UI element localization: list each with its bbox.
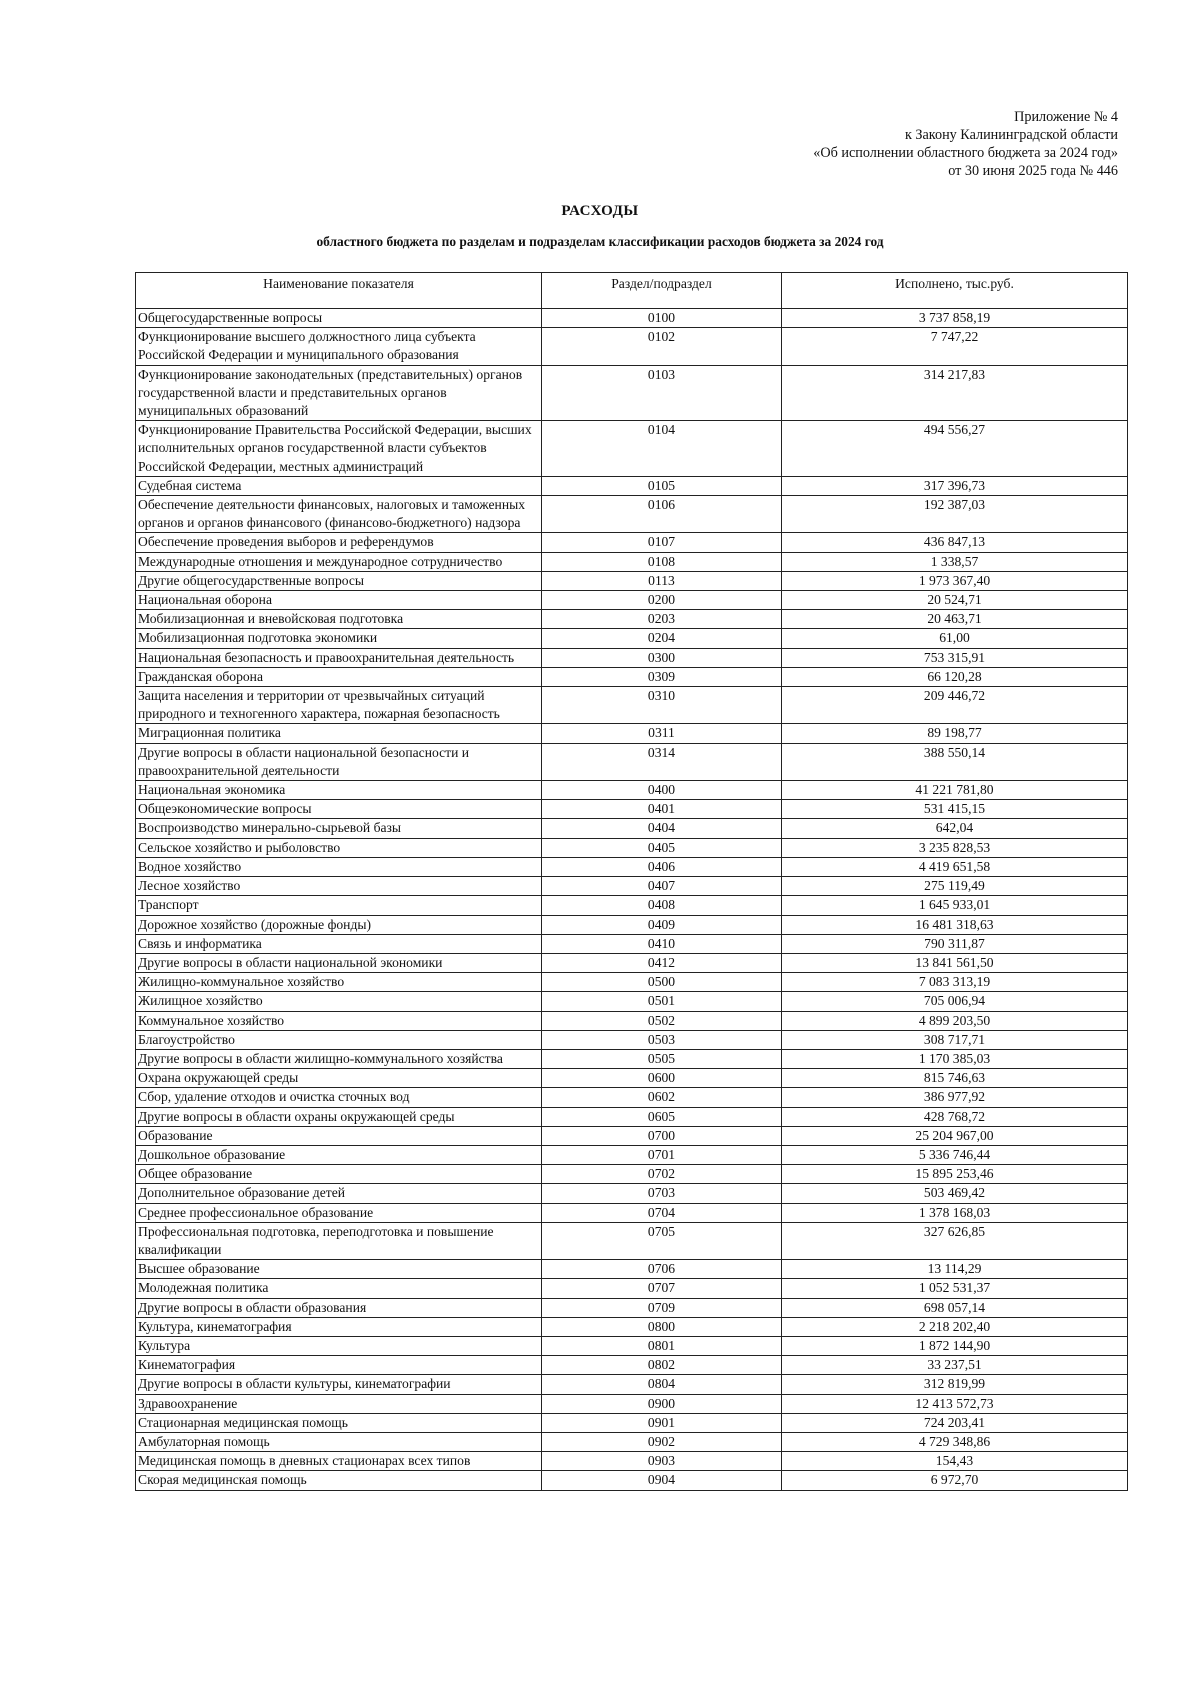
row-amount-cell: 3 737 858,19: [782, 309, 1128, 328]
row-name-cell: Другие вопросы в области жилищно-коммунального хозяйства: [136, 1049, 542, 1068]
row-code-cell: 0102: [542, 328, 782, 365]
row-code-cell: 0200: [542, 591, 782, 610]
row-amount-cell: 790 311,87: [782, 934, 1128, 953]
table-row: [136, 1452, 1128, 1471]
table-row: [136, 1145, 1128, 1164]
row-name-cell: Амбулаторная помощь: [136, 1432, 542, 1451]
table-row: [136, 1126, 1128, 1145]
row-code-cell: 0310: [542, 687, 782, 724]
document-subtitle: областного бюджета по разделам и подразделам классификации расходов бюджета за 2024 год: [316, 234, 884, 249]
row-code-cell: 0309: [542, 667, 782, 686]
row-name-cell: Национальная безопасность и правоохранительная деятельность: [136, 648, 542, 667]
row-amount-cell: 16 481 318,63: [782, 915, 1128, 934]
row-amount-cell: 2 218 202,40: [782, 1317, 1128, 1336]
row-code-cell: 0500: [542, 973, 782, 992]
table-row: [136, 877, 1128, 896]
row-code-cell: 0300: [542, 648, 782, 667]
row-code-cell: 0408: [542, 896, 782, 915]
row-code-cell: 0600: [542, 1069, 782, 1088]
table-header-row: [136, 273, 1128, 309]
row-amount-cell: 698 057,14: [782, 1298, 1128, 1317]
row-code-cell: 0104: [542, 421, 782, 477]
row-code-cell: 0703: [542, 1184, 782, 1203]
table-row: [136, 591, 1128, 610]
row-name-cell: Молодежная политика: [136, 1279, 542, 1298]
table-row: [136, 973, 1128, 992]
table-row: [136, 896, 1128, 915]
table-row: [136, 610, 1128, 629]
column-header-amount: Исполнено, тыс.руб.: [782, 273, 1128, 309]
row-amount-cell: 312 819,99: [782, 1375, 1128, 1394]
row-amount-cell: 531 415,15: [782, 800, 1128, 819]
table-row: [136, 1413, 1128, 1432]
row-amount-cell: 436 847,13: [782, 533, 1128, 552]
row-amount-cell: 642,04: [782, 819, 1128, 838]
row-amount-cell: 13 841 561,50: [782, 953, 1128, 972]
table-row: [136, 724, 1128, 743]
table-row: [136, 1203, 1128, 1222]
row-code-cell: 0802: [542, 1356, 782, 1375]
row-name-cell: Кинематография: [136, 1356, 542, 1375]
row-code-cell: 0701: [542, 1145, 782, 1164]
table-row: [136, 1432, 1128, 1451]
row-name-cell: Дорожное хозяйство (дорожные фонды): [136, 915, 542, 934]
row-amount-cell: 308 717,71: [782, 1030, 1128, 1049]
row-amount-cell: 275 119,49: [782, 877, 1128, 896]
table-row: [136, 838, 1128, 857]
row-name-cell: Мобилизационная подготовка экономики: [136, 629, 542, 648]
row-name-cell: Транспорт: [136, 896, 542, 915]
row-code-cell: 0904: [542, 1471, 782, 1490]
row-amount-cell: 705 006,94: [782, 992, 1128, 1011]
row-code-cell: 0804: [542, 1375, 782, 1394]
row-name-cell: Среднее профессиональное образование: [136, 1203, 542, 1222]
row-amount-cell: 1 338,57: [782, 552, 1128, 571]
document-title: РАСХОДЫ: [561, 203, 639, 219]
row-name-cell: Культура: [136, 1336, 542, 1355]
table-row: [136, 1298, 1128, 1317]
row-name-cell: Функционирование Правительства Российской Федерации, высших исполнительных органов государственной власти субъектов Российской Федерации, местных администраций: [136, 421, 542, 477]
column-header-code: Раздел/подраздел: [542, 273, 782, 309]
table-row: [136, 629, 1128, 648]
row-amount-cell: 154,43: [782, 1452, 1128, 1471]
table-row: [136, 1088, 1128, 1107]
row-name-cell: Гражданская оборона: [136, 667, 542, 686]
row-name-cell: Сельское хозяйство и рыболовство: [136, 838, 542, 857]
row-name-cell: Общеэкономические вопросы: [136, 800, 542, 819]
row-code-cell: 0503: [542, 1030, 782, 1049]
row-name-cell: Жилищно-коммунальное хозяйство: [136, 973, 542, 992]
row-name-cell: Водное хозяйство: [136, 857, 542, 876]
row-code-cell: 0107: [542, 533, 782, 552]
row-amount-cell: 33 237,51: [782, 1356, 1128, 1375]
row-code-cell: 0105: [542, 476, 782, 495]
row-amount-cell: 1 170 385,03: [782, 1049, 1128, 1068]
row-name-cell: Стационарная медицинская помощь: [136, 1413, 542, 1432]
row-amount-cell: 1 378 168,03: [782, 1203, 1128, 1222]
table-row: [136, 1471, 1128, 1490]
row-name-cell: Связь и информатика: [136, 934, 542, 953]
row-code-cell: 0113: [542, 571, 782, 590]
row-amount-cell: 4 419 651,58: [782, 857, 1128, 876]
table-row: [136, 648, 1128, 667]
row-amount-cell: 66 120,28: [782, 667, 1128, 686]
row-code-cell: 0505: [542, 1049, 782, 1068]
row-amount-cell: 89 198,77: [782, 724, 1128, 743]
row-code-cell: 0602: [542, 1088, 782, 1107]
row-amount-cell: 20 524,71: [782, 591, 1128, 610]
row-amount-cell: 5 336 746,44: [782, 1145, 1128, 1164]
row-name-cell: Другие вопросы в области национальной безопасности и правоохранительной деятельности: [136, 743, 542, 780]
row-amount-cell: 3 235 828,53: [782, 838, 1128, 857]
row-amount-cell: 209 446,72: [782, 687, 1128, 724]
table-row: [136, 1184, 1128, 1203]
row-code-cell: 0100: [542, 309, 782, 328]
table-row: [136, 1030, 1128, 1049]
row-code-cell: 0702: [542, 1165, 782, 1184]
row-code-cell: 0400: [542, 781, 782, 800]
row-name-cell: Благоустройство: [136, 1030, 542, 1049]
row-amount-cell: 503 469,42: [782, 1184, 1128, 1203]
row-code-cell: 0409: [542, 915, 782, 934]
table-row: [136, 857, 1128, 876]
table-row: [136, 1165, 1128, 1184]
table-row: [136, 571, 1128, 590]
row-name-cell: Функционирование законодательных (представительных) органов государственной власти и представительных органов муниципальных образований: [136, 365, 542, 421]
row-amount-cell: 4 899 203,50: [782, 1011, 1128, 1030]
row-name-cell: Другие вопросы в области национальной экономики: [136, 953, 542, 972]
expenditure-table: [135, 272, 1128, 1491]
table-row: [136, 915, 1128, 934]
row-name-cell: Дошкольное образование: [136, 1145, 542, 1164]
row-name-cell: Миграционная политика: [136, 724, 542, 743]
row-name-cell: Защита населения и территории от чрезвычайных ситуаций природного и техногенного характера, пожарная безопасность: [136, 687, 542, 724]
table-row: [136, 421, 1128, 477]
row-code-cell: 0501: [542, 992, 782, 1011]
table-row: [136, 781, 1128, 800]
row-code-cell: 0801: [542, 1336, 782, 1355]
row-amount-cell: 753 315,91: [782, 648, 1128, 667]
row-code-cell: 0204: [542, 629, 782, 648]
row-code-cell: 0406: [542, 857, 782, 876]
row-name-cell: Международные отношения и международное сотрудничество: [136, 552, 542, 571]
row-code-cell: 0103: [542, 365, 782, 421]
row-name-cell: Другие вопросы в области охраны окружающей среды: [136, 1107, 542, 1126]
table-row: [136, 953, 1128, 972]
row-amount-cell: 41 221 781,80: [782, 781, 1128, 800]
row-amount-cell: 428 768,72: [782, 1107, 1128, 1126]
table-row: [136, 309, 1128, 328]
row-amount-cell: 7 747,22: [782, 328, 1128, 365]
row-amount-cell: 815 746,63: [782, 1069, 1128, 1088]
row-amount-cell: 494 556,27: [782, 421, 1128, 477]
row-code-cell: 0106: [542, 496, 782, 533]
row-name-cell: Культура, кинематография: [136, 1317, 542, 1336]
row-name-cell: Профессиональная подготовка, переподготовка и повышение квалификации: [136, 1222, 542, 1259]
row-name-cell: Охрана окружающей среды: [136, 1069, 542, 1088]
row-amount-cell: 7 083 313,19: [782, 973, 1128, 992]
row-code-cell: 0900: [542, 1394, 782, 1413]
row-amount-cell: 1 052 531,37: [782, 1279, 1128, 1298]
row-code-cell: 0707: [542, 1279, 782, 1298]
column-header-name: Наименование показателя: [136, 273, 542, 309]
row-amount-cell: 12 413 572,73: [782, 1394, 1128, 1413]
row-name-cell: Дополнительное образование детей: [136, 1184, 542, 1203]
row-code-cell: 0407: [542, 877, 782, 896]
row-code-cell: 0410: [542, 934, 782, 953]
row-name-cell: Судебная система: [136, 476, 542, 495]
table-row: [136, 687, 1128, 724]
table-row: [136, 1356, 1128, 1375]
row-code-cell: 0314: [542, 743, 782, 780]
row-amount-cell: 314 217,83: [782, 365, 1128, 421]
row-name-cell: Обеспечение проведения выборов и референдумов: [136, 533, 542, 552]
table-row: [136, 1279, 1128, 1298]
row-code-cell: 0709: [542, 1298, 782, 1317]
row-name-cell: Функционирование высшего должностного лица субъекта Российской Федерации и муниципального образования: [136, 328, 542, 365]
row-amount-cell: 192 387,03: [782, 496, 1128, 533]
row-code-cell: 0108: [542, 552, 782, 571]
appendix-line-2: к Закону Калининградской области: [904, 127, 1118, 143]
table-row: [136, 533, 1128, 552]
row-name-cell: Мобилизационная и вневойсковая подготовка: [136, 610, 542, 629]
row-amount-cell: 386 977,92: [782, 1088, 1128, 1107]
row-name-cell: Медицинская помощь в дневных стационарах всех типов: [136, 1452, 542, 1471]
row-name-cell: Сбор, удаление отходов и очистка сточных вод: [136, 1088, 542, 1107]
row-code-cell: 0706: [542, 1260, 782, 1279]
table-row: [136, 800, 1128, 819]
table-row: [136, 1375, 1128, 1394]
table-row: [136, 743, 1128, 780]
row-code-cell: 0405: [542, 838, 782, 857]
row-amount-cell: 6 972,70: [782, 1471, 1128, 1490]
row-name-cell: Другие вопросы в области образования: [136, 1298, 542, 1317]
row-amount-cell: 317 396,73: [782, 476, 1128, 495]
row-name-cell: Общегосударственные вопросы: [136, 309, 542, 328]
row-code-cell: 0412: [542, 953, 782, 972]
row-name-cell: Высшее образование: [136, 1260, 542, 1279]
table-row: [136, 496, 1128, 533]
row-code-cell: 0700: [542, 1126, 782, 1145]
row-name-cell: Другие общегосударственные вопросы: [136, 571, 542, 590]
row-name-cell: Другие вопросы в области культуры, кинематографии: [136, 1375, 542, 1394]
row-code-cell: 0605: [542, 1107, 782, 1126]
appendix-line-3: «Об исполнении областного бюджета за 2024 год»: [813, 145, 1118, 161]
table-row: [136, 476, 1128, 495]
row-amount-cell: 4 729 348,86: [782, 1432, 1128, 1451]
row-name-cell: Скорая медицинская помощь: [136, 1471, 542, 1490]
table-row: [136, 934, 1128, 953]
table-row: [136, 1222, 1128, 1259]
row-amount-cell: 15 895 253,46: [782, 1165, 1128, 1184]
row-code-cell: 0401: [542, 800, 782, 819]
row-code-cell: 0311: [542, 724, 782, 743]
row-code-cell: 0903: [542, 1452, 782, 1471]
table-row: [136, 1317, 1128, 1336]
row-name-cell: Жилищное хозяйство: [136, 992, 542, 1011]
row-code-cell: 0800: [542, 1317, 782, 1336]
table-row: [136, 1069, 1128, 1088]
row-name-cell: Общее образование: [136, 1165, 542, 1184]
table-body: [136, 309, 1128, 1491]
table-row: [136, 1260, 1128, 1279]
table-row: [136, 1107, 1128, 1126]
row-code-cell: 0902: [542, 1432, 782, 1451]
appendix-header: [813, 108, 1118, 180]
table-row: [136, 1394, 1128, 1413]
table-row: [136, 1011, 1128, 1030]
table-row: [136, 552, 1128, 571]
row-code-cell: 0203: [542, 610, 782, 629]
row-name-cell: Национальная экономика: [136, 781, 542, 800]
row-amount-cell: 1 973 367,40: [782, 571, 1128, 590]
row-amount-cell: 13 114,29: [782, 1260, 1128, 1279]
row-name-cell: Здравоохранение: [136, 1394, 542, 1413]
row-amount-cell: 61,00: [782, 629, 1128, 648]
row-amount-cell: 327 626,85: [782, 1222, 1128, 1259]
row-name-cell: Воспроизводство минерально-сырьевой базы: [136, 819, 542, 838]
table-row: [136, 667, 1128, 686]
row-name-cell: Коммунальное хозяйство: [136, 1011, 542, 1030]
row-amount-cell: 388 550,14: [782, 743, 1128, 780]
table-row: [136, 1049, 1128, 1068]
table-row: [136, 819, 1128, 838]
row-name-cell: Образование: [136, 1126, 542, 1145]
row-name-cell: Обеспечение деятельности финансовых, налоговых и таможенных органов и органов финансового (финансово-бюджетного) надзора: [136, 496, 542, 533]
row-amount-cell: 1 645 933,01: [782, 896, 1128, 915]
appendix-line-4: от 30 июня 2025 года № 446: [948, 163, 1118, 179]
row-name-cell: Национальная оборона: [136, 591, 542, 610]
row-amount-cell: 724 203,41: [782, 1413, 1128, 1432]
table-row: [136, 992, 1128, 1011]
row-name-cell: Лесное хозяйство: [136, 877, 542, 896]
table-row: [136, 1336, 1128, 1355]
row-amount-cell: 1 872 144,90: [782, 1336, 1128, 1355]
row-code-cell: 0704: [542, 1203, 782, 1222]
row-code-cell: 0404: [542, 819, 782, 838]
appendix-line-1: Приложение № 4: [1014, 109, 1118, 125]
row-code-cell: 0705: [542, 1222, 782, 1259]
table-row: [136, 365, 1128, 421]
row-code-cell: 0901: [542, 1413, 782, 1432]
row-amount-cell: 25 204 967,00: [782, 1126, 1128, 1145]
row-amount-cell: 20 463,71: [782, 610, 1128, 629]
row-code-cell: 0502: [542, 1011, 782, 1030]
table-row: [136, 328, 1128, 365]
